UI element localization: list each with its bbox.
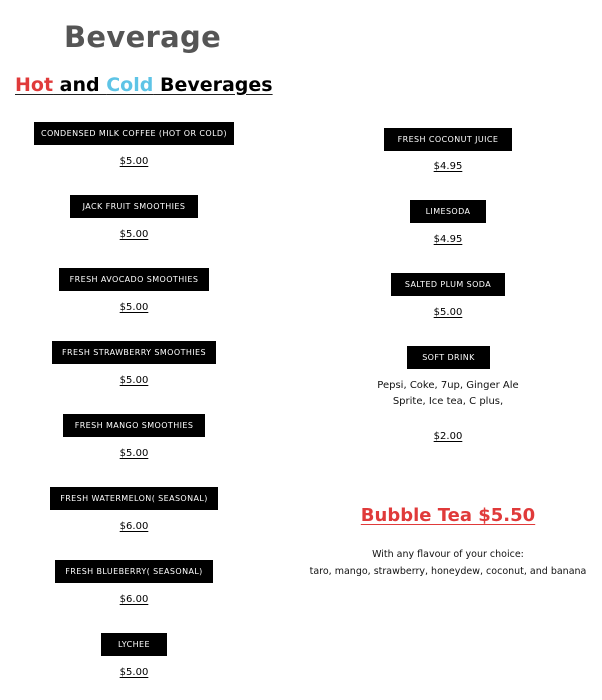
menu-item-price[interactable]: $5.00 xyxy=(119,375,149,386)
menu-item-label: SALTED PLUM SODA xyxy=(391,273,505,296)
bubble-tea-description xyxy=(300,546,596,580)
menu-item-price[interactable]: $5.00 xyxy=(119,302,149,313)
bubble-tea-heading[interactable]: Bubble Tea $5.50 xyxy=(360,505,536,526)
heading-cold: Cold xyxy=(106,74,154,96)
bubble-tea-line-2: taro, mango, strawberry, honeydew, coconut, and banana xyxy=(309,566,587,577)
menu-item-price[interactable]: $5.00 xyxy=(119,448,149,459)
menu-item-label: FRESH AVOCADO SMOOTHIES xyxy=(59,268,209,291)
menu-item-price[interactable]: $5.00 xyxy=(119,667,149,678)
menu-item-label: SOFT DRINK xyxy=(407,346,490,369)
menu-item-price[interactable]: $4.95 xyxy=(433,234,463,245)
menu-item-label: JACK FRUIT SMOOTHIES xyxy=(70,195,198,218)
menu-item-label: CONDENSED MILK COFFEE (HOT OR COLD) xyxy=(34,122,234,145)
menu-item-label: FRESH WATERMELON( SEASONAL) xyxy=(50,487,218,510)
menu-item-label: LIMESODA xyxy=(410,200,486,223)
menu-item-price[interactable]: $6.00 xyxy=(119,521,149,532)
bubble-tea-line-1: With any flavour of your choice: xyxy=(372,549,524,560)
menu-item-label: FRESH COCONUT JUICE xyxy=(384,128,512,151)
menu-item-label: FRESH BLUEBERRY( SEASONAL) xyxy=(55,560,213,583)
menu-item-price[interactable]: $4.95 xyxy=(433,161,463,172)
menu-item-price[interactable]: $6.00 xyxy=(119,594,149,605)
menu-item-price[interactable]: $5.00 xyxy=(119,229,149,240)
heading-hot: Hot xyxy=(15,74,54,96)
heading-and: and xyxy=(53,74,107,96)
menu-item-price[interactable]: $5.00 xyxy=(119,156,149,167)
soft-drink-line-1: Pepsi, Coke, 7up, Ginger Ale xyxy=(377,380,519,391)
page-title: Beverage xyxy=(64,20,222,54)
section-heading xyxy=(15,74,273,96)
menu-item-price[interactable]: $2.00 xyxy=(433,431,463,442)
menu-item-label: FRESH STRAWBERRY SMOOTHIES xyxy=(52,341,216,364)
soft-drink-line-2: Sprite, Ice tea, C plus, xyxy=(392,396,504,407)
menu-item-price[interactable]: $5.00 xyxy=(433,307,463,318)
menu-item-label: FRESH MANGO SMOOTHIES xyxy=(63,414,205,437)
soft-drink-description xyxy=(328,378,568,410)
menu-item-label: LYCHEE xyxy=(101,633,167,656)
heading-beverages: Beverages xyxy=(153,74,273,96)
